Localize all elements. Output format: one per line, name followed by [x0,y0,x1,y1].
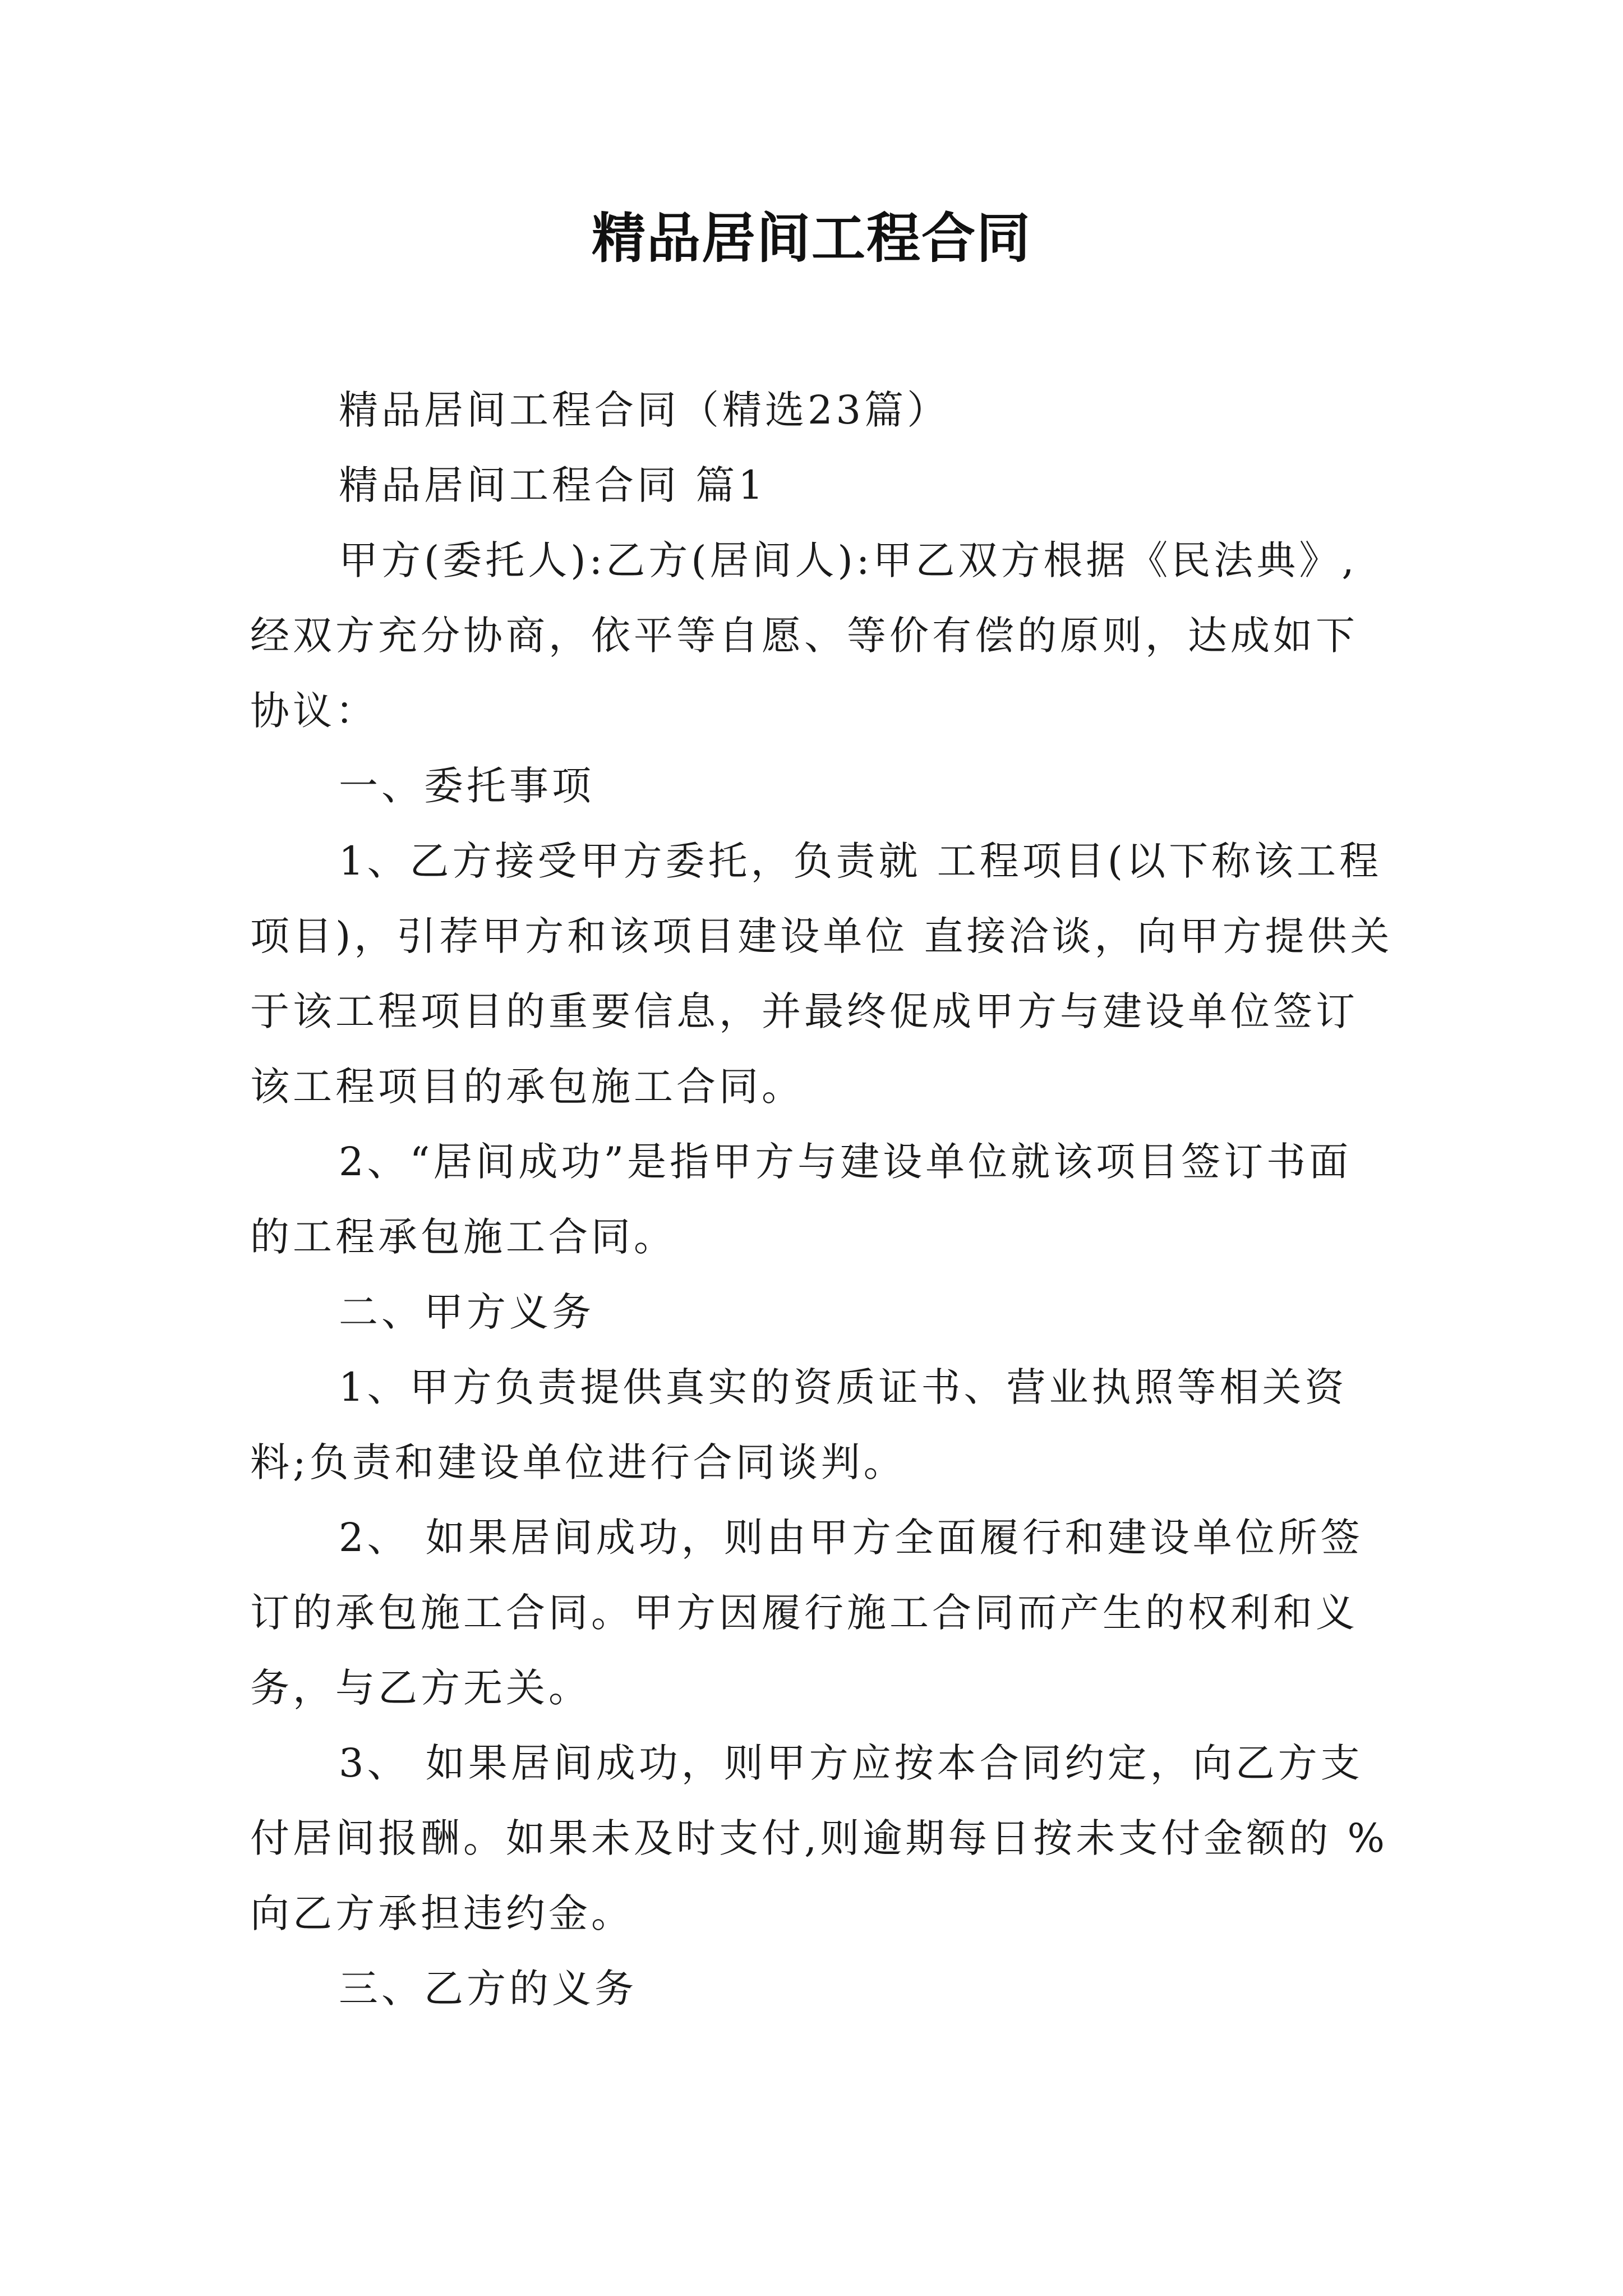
clause-paragraph: 2、 如果居间成功，则由甲方全面履行和建设单位所签订的承包施工合同。甲方因履行施工合同而产生的权利和义务，与乙方无关。 [250,1515,1363,1711]
clause-paragraph: 1、甲方负责提供真实的资质证书、营业执照等相关资料;负责和建设单位进行合同谈判。 [250,1364,1348,1485]
document-body [250,372,1394,2026]
clause-paragraph: 2、“居间成功”是指甲方与建设单位就该项目签订书面的工程承包施工合同。 [250,1139,1352,1260]
heading-party-a-obligations: 二、甲方义务 [339,1289,594,1335]
intro-paragraph: 甲方(委托人):乙方(居间人):甲乙双方根据《民法典》,经双方充分协商，依平等自愿、等价有偿的原则，达成如下协议： [250,537,1358,734]
clause-paragraph: 1、乙方接受甲方委托，负责就 工程项目(以下称该工程项目)，引荐甲方和该项目建设单位 直接洽谈，向甲方提供关于该工程项目的重要信息，并最终促成甲方与建设单位签订该工程项目的承包施工合同。 [250,838,1393,1110]
heading-party-b-obligations: 三、乙方的义务 [339,1966,637,2012]
section-heading-paragraph: 精品居间工程合同 篇1 [339,462,767,508]
document-title: 精品居间工程合同 [592,207,1031,270]
heading-entrusted-matters: 一、委托事项 [339,763,594,809]
clause-paragraph: 3、 如果居间成功，则甲方应按本合同约定，向乙方支付居间报酬。如果未及时支付,则逾期每日按未支付金额的 %向乙方承担违约金。 [250,1740,1389,1936]
subtitle-paragraph: 精品居间工程合同（精选23篇） [339,387,950,433]
